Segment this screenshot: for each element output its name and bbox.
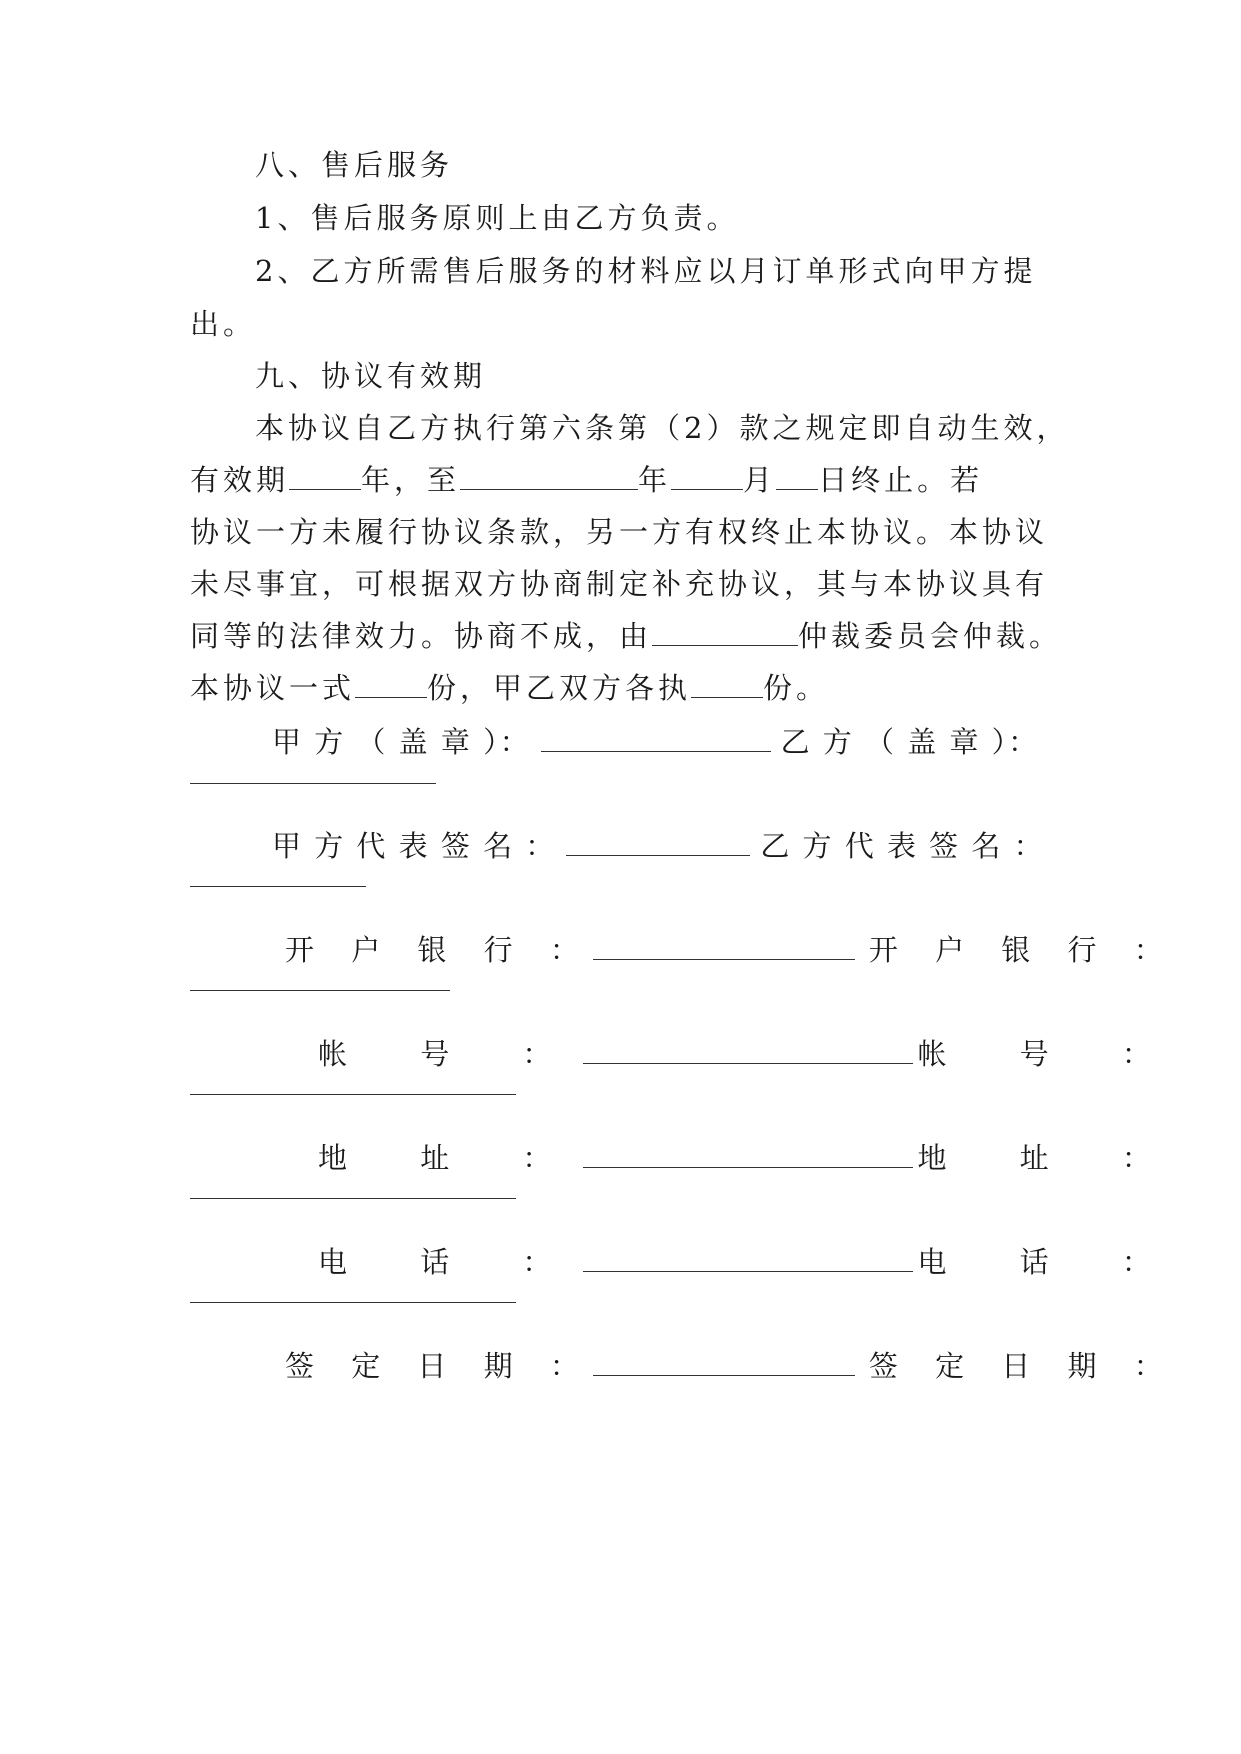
party-a-address-blank[interactable] xyxy=(583,1141,913,1168)
party-b-bank-blank[interactable] xyxy=(190,988,450,991)
party-a-date-blank[interactable] xyxy=(593,1349,855,1376)
each-copies-blank[interactable] xyxy=(691,671,763,698)
month-label: 月 xyxy=(743,463,777,497)
party-b-bank-label: 开 户 银 行 ： xyxy=(868,933,1177,967)
section-9-paragraph-line-4: 未尽事宜，可根据双方协商制定补充协议，其与本协议具有 xyxy=(190,567,1049,601)
seal-row xyxy=(272,722,1042,762)
section-9-paragraph-line-5 xyxy=(190,616,1063,656)
section-8-item-1: 1、售后服务原则上由乙方负责。 xyxy=(255,201,740,235)
party-a-bank-label: 开 户 银 行 ： xyxy=(285,933,593,967)
year-until-label: 年，至 xyxy=(361,463,461,497)
party-a-date-label: 签 定 日 期 ： xyxy=(285,1349,593,1383)
party-a-rep-label: 甲 方 代 表 签 名 ： xyxy=(272,829,557,863)
section-8-item-2-line-1: 2、乙方所需售后服务的材料应以月订单形式向甲方提 xyxy=(255,254,1037,288)
arbitration-committee-label: 仲裁委员会仲裁。 xyxy=(798,619,1063,653)
party-a-rep-blank[interactable] xyxy=(566,829,750,856)
party-b-seal-label: 乙 方 （ 盖 章 ）： xyxy=(780,725,1040,759)
party-b-rep-label: 乙 方 代 表 签 名 ： xyxy=(760,829,1045,863)
copies-end-label: 份。 xyxy=(763,671,830,705)
end-month-blank[interactable] xyxy=(671,463,743,490)
party-a-account-label: 帐 号 ： xyxy=(318,1037,584,1071)
section-8-item-2-line-2: 出。 xyxy=(190,307,257,341)
section-9-paragraph-line-3: 协议一方未履行协议条款，另一方有权终止本协议。本协议 xyxy=(190,515,1049,549)
date-row xyxy=(285,1346,1177,1386)
year-label: 年 xyxy=(638,463,672,497)
address-row xyxy=(318,1138,1183,1178)
party-b-date-label: 签 定 日 期 ： xyxy=(868,1349,1177,1383)
day-end-label: 日终止。若 xyxy=(818,463,984,497)
party-a-account-blank[interactable] xyxy=(583,1037,913,1064)
section-9-paragraph-line-2 xyxy=(190,460,1045,500)
bank-row xyxy=(285,930,1177,970)
validity-label: 有效期 xyxy=(190,463,290,497)
section-8-heading: 八、售后服务 xyxy=(255,148,454,182)
copies-label: 本协议一式 xyxy=(190,671,356,705)
phone-row xyxy=(318,1242,1183,1282)
party-b-account-blank[interactable] xyxy=(190,1092,516,1095)
each-holds-label: 份，甲乙双方各执 xyxy=(427,671,692,705)
end-year-blank[interactable] xyxy=(460,463,638,490)
party-b-address-blank[interactable] xyxy=(190,1196,516,1199)
arbitration-label: 同等的法律效力。协商不成，由 xyxy=(190,619,653,653)
party-b-rep-blank[interactable] xyxy=(190,884,366,887)
party-b-account-label: 帐 号 ： xyxy=(917,1037,1183,1071)
party-b-seal-blank[interactable] xyxy=(190,781,436,784)
years-blank[interactable] xyxy=(289,463,361,490)
party-a-seal-blank[interactable] xyxy=(541,725,771,752)
account-row xyxy=(318,1034,1183,1074)
party-a-bank-blank[interactable] xyxy=(593,933,855,960)
end-day-blank[interactable] xyxy=(776,463,818,490)
party-a-phone-label: 电 话 ： xyxy=(318,1245,584,1279)
section-9-paragraph-line-6 xyxy=(190,668,1045,708)
section-9-paragraph-line-1: 本协议自乙方执行第六条第（2）款之规定即自动生效， xyxy=(255,411,1070,445)
party-a-seal-label: 甲 方 （ 盖 章 ）： xyxy=(272,725,531,759)
party-b-phone-blank[interactable] xyxy=(190,1300,516,1303)
party-b-address-label: 地 址 ： xyxy=(917,1141,1183,1175)
party-b-phone-label: 电 话 ： xyxy=(917,1245,1183,1279)
party-a-phone-blank[interactable] xyxy=(583,1245,913,1272)
arbitration-blank[interactable] xyxy=(652,619,798,646)
section-9-heading: 九、协议有效期 xyxy=(255,359,487,393)
party-a-address-label: 地 址 ： xyxy=(318,1141,584,1175)
copies-blank[interactable] xyxy=(355,671,427,698)
representative-row xyxy=(272,826,1045,866)
